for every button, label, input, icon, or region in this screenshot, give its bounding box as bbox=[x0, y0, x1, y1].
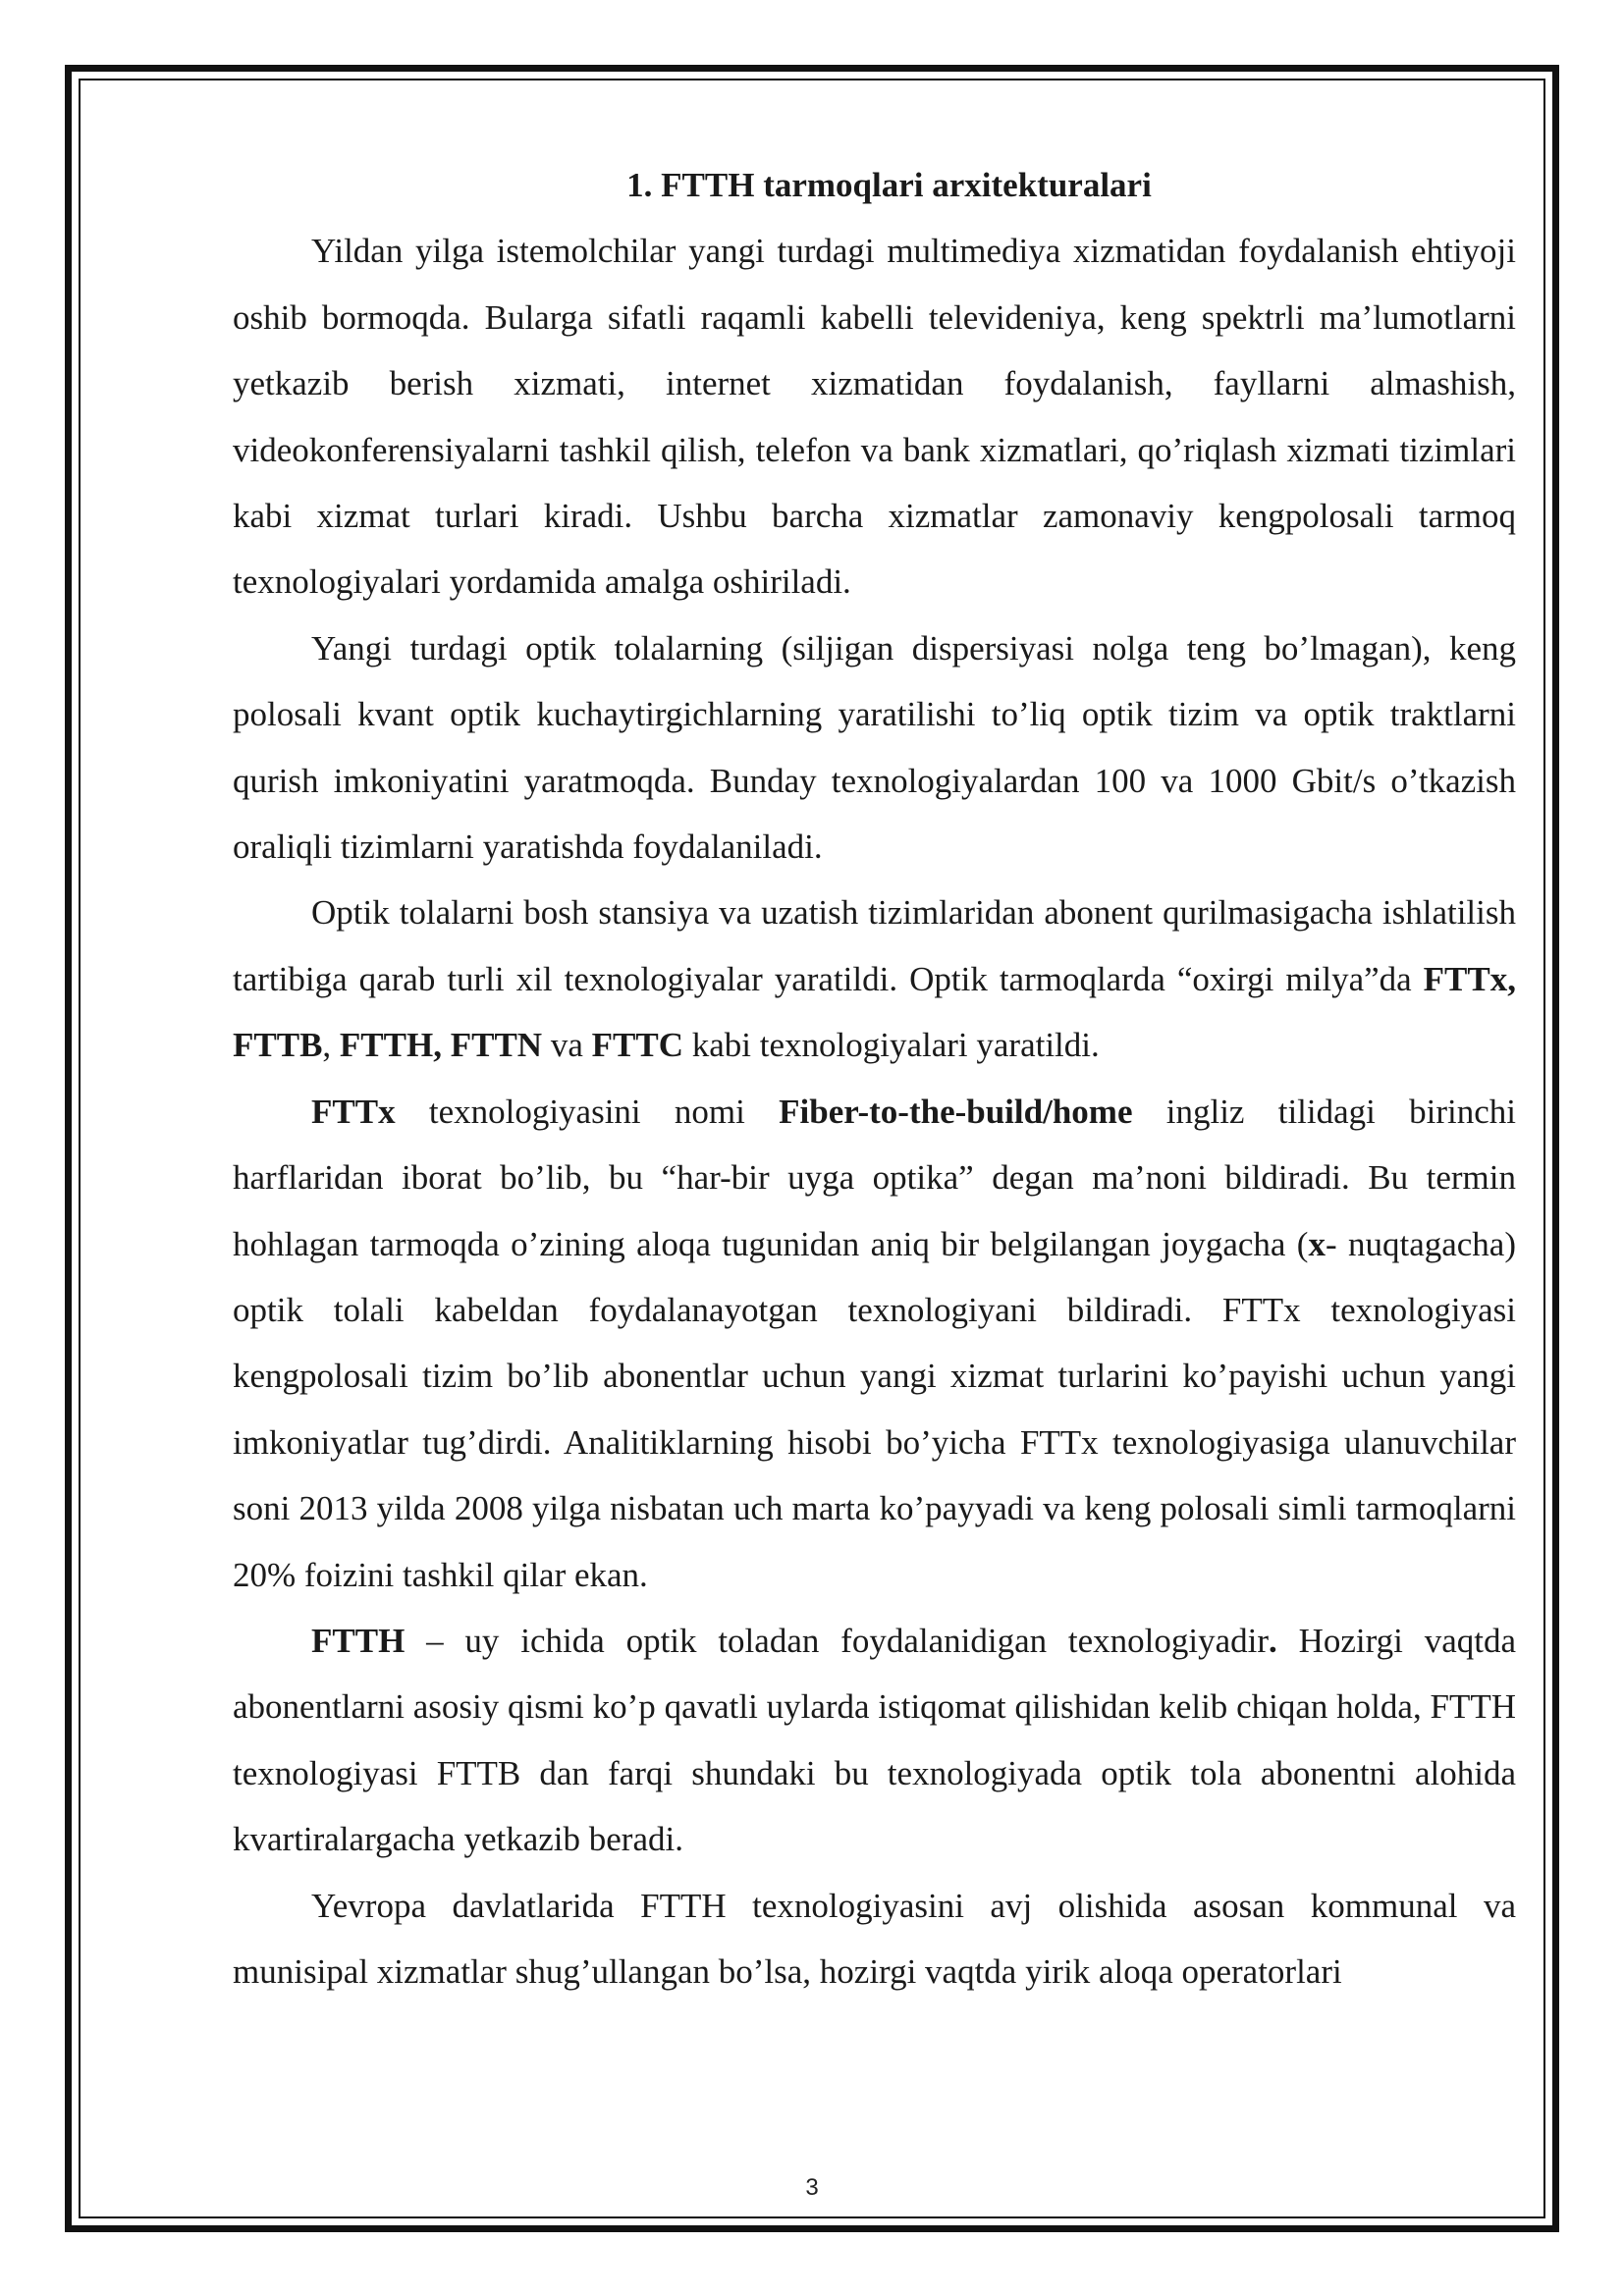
bold-term-fiber-to-the-build-home: Fiber-to-the-build/home bbox=[779, 1092, 1133, 1131]
text-run: Hozirgi vaqtda abonentlarni asosiy qismi ko’p qavatli uylarda istiqomat qilishidan kelib chiqan holda, FTTH texnologiyasi FTTB dan farqi shundaki bu texnologiyada optik tola abonentni alohida kvartiralargacha yetkazib beradi. bbox=[233, 1621, 1517, 1859]
paragraph-2: Yangi turdagi optik tolalarning (siljigan dispersiyasi nolga teng bo’lmagan), keng polosali kvant optik kuchaytirgichlarning yaratilishi to’liq optik tizim va optik traktlarni qurish imkoniyatini yaratmoqda. Bunday texnologiyalardan 100 va 1000 Gbit/s o’tkazish oraliqli tizimlarni yaratishda foydalaniladi. bbox=[233, 628, 1516, 867]
paragraph-5 bbox=[233, 1608, 1516, 1873]
text-run: kabi texnologiyalari yaratildi. bbox=[682, 1026, 1100, 1065]
paragraph-3 bbox=[233, 880, 1516, 1078]
paragraph-4 bbox=[233, 1079, 1516, 1608]
text-run: - nuqtagacha) optik tolali kabeldan foydalanayotgan texnologiyani bildiradi. FTTx texnologiyasi kengpolosali tizim bo’lib abonentlar uchun yangi xizmat turlarini ko’payishi uchun yangi imkoniyatlar tug’dirdi. Analitiklarning hisobi bo’yicha FTTx texnologiyasiga ulanuvchilar soni 2013 yilda 2008 yilga nisbatan uch marta ko’payyadi va keng polosali simli tarmoqlarni 20% foizini tashkil qilar ekan. bbox=[233, 1224, 1516, 1594]
paragraph-1: Yildan yilga istemolchilar yangi turdagi multimediya xizmatidan foydalanish ehtiyoji oshib bormoqda. Bularga sifatli raqamli kabelli televideniya, keng spektrli ma’lumotlarni yetkazib berish xizmati, internet xizmatidan foydalanish, fayllarni almashish, videokonferensiyalarni tashkil qilish, telefon va bank xizmatlari, qo’riqlash xizmati tizimlari kabi xizmat turlari kiradi. Ushbu barcha xizmatlar zamonaviy kengpolosali tarmoq texnologiyalari yordamida amalga oshiriladi. bbox=[233, 232, 1516, 602]
bold-term-fttx: FTTx bbox=[311, 1092, 396, 1131]
page-number: 3 bbox=[805, 2174, 819, 2201]
document-body bbox=[233, 152, 1516, 2004]
bold-term-ftth: FTTH, bbox=[339, 1026, 442, 1065]
text-run: Optik tolalarni bosh stansiya va uzatish tizimlaridan abonent qurilmasigacha ishlatilish tartibiga qarab turli xil texnologiyalar yaratildi. Optik tarmoqlarda “oxirgi milya”da bbox=[233, 893, 1516, 998]
text-run: texnologiyasini nomi bbox=[395, 1092, 780, 1131]
bold-term-x: x bbox=[1308, 1224, 1326, 1263]
text-run: – uy ichida optik toladan foydalanidigan texnologiyadir bbox=[405, 1621, 1270, 1660]
bold-term-fttc: FTTC bbox=[591, 1026, 683, 1065]
bold-term-fttn: FTTN bbox=[450, 1026, 543, 1065]
section-title: 1. FTTH tarmoqlari arxitekturalari bbox=[626, 166, 1152, 204]
bold-term-fttx-fttb: FTTx, FTTB bbox=[233, 959, 1516, 1065]
text-run: ingliz tilidagi birinchi harflaridan iborat bo’lib, bu “har-bir uyga optika” degan ma’noni bildiradi. Bu termin hohlagan tarmoqda o’zining aloqa tugunidan aniq bir belgilangan joygacha ( bbox=[233, 1092, 1516, 1263]
bold-term-ftth: FTTH bbox=[311, 1621, 406, 1660]
text-run bbox=[442, 1026, 451, 1064]
text-run: va bbox=[542, 1026, 592, 1065]
paragraph-6: Yevropa davlatlarida FTTH texnologiyasini avj olishida asosan kommunal va munisipal xizmatlar shug’ullangan bo’lsa, hozirgi vaqtda yirik aloqa operatorlari bbox=[233, 1886, 1516, 1991]
bold-period: . bbox=[1269, 1621, 1277, 1660]
text-run: , bbox=[322, 1026, 340, 1065]
